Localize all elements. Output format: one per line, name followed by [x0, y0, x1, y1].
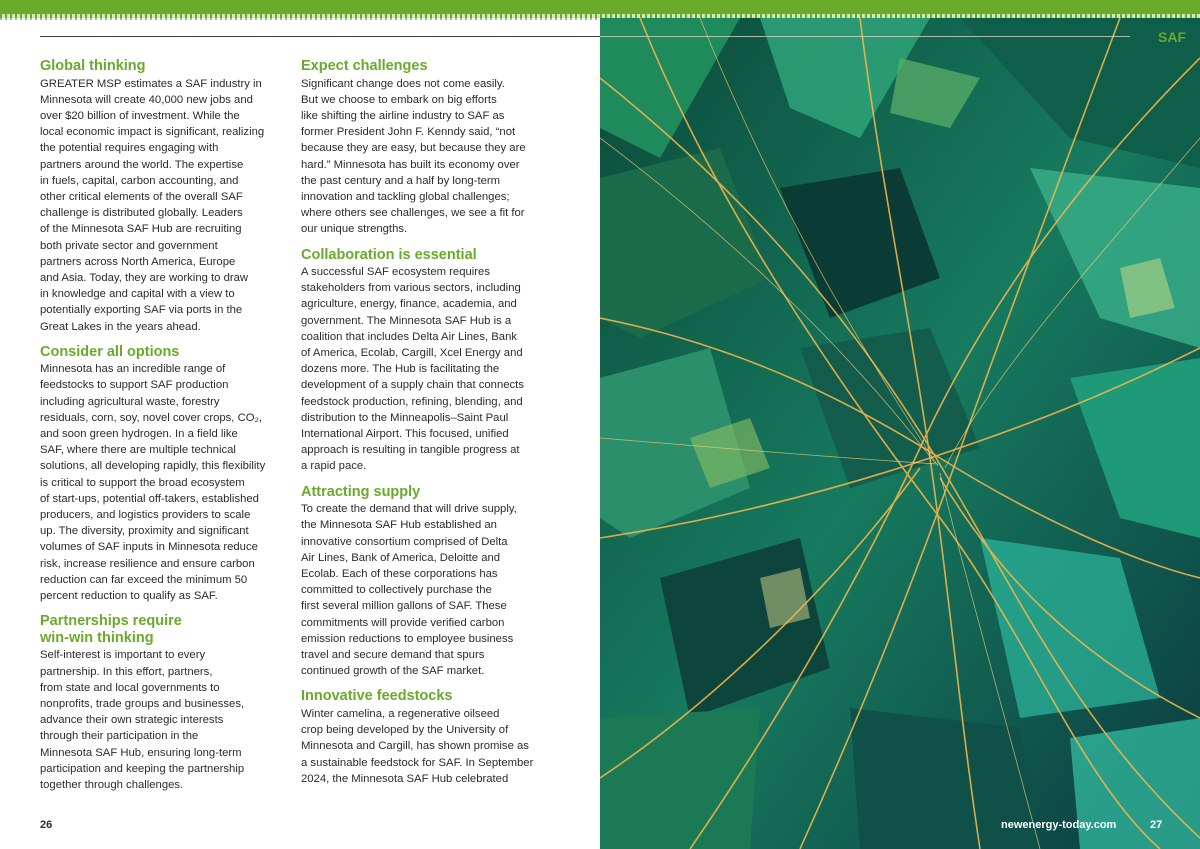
section-heading: Partnerships require win-win thinking — [40, 613, 182, 646]
header-rule — [40, 36, 600, 37]
section-heading: Collaboration is essential — [301, 246, 477, 263]
section-consider-all-options — [40, 344, 292, 605]
header-rule-artwork — [600, 36, 1130, 37]
section-body: Self-interest is important to every partnership. In this effort, partners, from state and local governments to nonprofits, trade groups and businesses, advance their own strategic interests through their participation in the Minnesota SAF Hub, ensuring long-term participation and keeping the partnership together through challenges. — [40, 649, 245, 791]
section-body: GREATER MSP estimates a SAF industry in Minnesota will create 40,000 new jobs and over $20 billion of investment. While the local economic impact is significant, realizing the potential requires engaging with partners around the world. The expertise in fuels, capital, carbon accounting, and other critical elements of the overall SAF challenge is distributed globally. Leaders of the Minnesota SAF Hub are recruiting both private sector and government partners across North America, Europe and Asia. Today, they are working to draw in knowledge and capital with a view to potentially exporting SAF via ports in the Great Lakes in the years ahead. — [40, 77, 265, 333]
abstract-artwork-image — [600, 18, 1200, 849]
section-expect-challenges — [301, 58, 553, 238]
section-body: To create the demand that will drive supply, the Minnesota SAF Hub established an innovative consortium comprised of Delta Air Lines, Bank of America, Deloitte and Ecolab. Each of these corporations has committed to collectively purchase the first several million gallons of SAF. These commitments will provide verified carbon emission reductions to employee business travel and secure demand that spurs continued growth of the SAF market. — [301, 503, 517, 678]
section-body: A successful SAF ecosystem requires stakeholders from various sectors, including agriculture, energy, finance, academia, and government. The Minnesota SAF Hub is a coalition that includes Delta Air Lines, Bank of America, Ecolab, Cargill, Xcel Energy and dozens more. The Hub is facilitating the development of a supply chain that connects feedstock production, refining, blending, and distribution to the Minneapolis–Saint Paul International Airport. This focused, unified approach is resulting in tangible progress at a rapid pace. — [301, 266, 524, 473]
section-heading: Expect challenges — [301, 58, 428, 74]
section-innovative-feedstocks — [301, 688, 553, 787]
page-number-right: 27 — [1150, 819, 1163, 831]
section-heading: Global thinking — [40, 58, 146, 74]
right-text-column — [301, 58, 553, 796]
section-body: Significant change does not come easily. But we choose to embark on big efforts like shifting the airline industry to SAF as former President John F. Kenndy said, “not because they are easy, but because they are hard.” Minnesota has built its economy over the past century and a half by long-term innovation and tackling global challenges; where others see challenges, we see a fit for our unique strengths. — [301, 77, 526, 236]
artwork-illustration — [600, 18, 1200, 849]
footer-website: newenergy-today.com — [1001, 819, 1117, 831]
section-attracting-supply — [301, 484, 553, 680]
left-text-column — [40, 58, 292, 802]
section-heading: Consider all options — [40, 343, 180, 360]
section-body: Winter camelina, a regenerative oilseed crop being developed by the University of Minnesota and Cargill, has shown promise as a sustainable feedstock for SAF. In September 2024, the Minnesota SAF Hub celebrated — [301, 707, 534, 785]
section-partnerships — [40, 613, 292, 793]
section-heading: Attracting supply — [301, 483, 421, 500]
section-global-thinking — [40, 58, 292, 335]
section-body: Minnesota has an incredible range of feedstocks to support SAF production including agricultural waste, forestry residuals, corn, soy, novel cover crops, CO₂, and soon green hydrogen. In a field like SAF, where there are multiple technical solutions, all developing rapidly, this flexibility is critical to support the broad ecosystem of start-ups, potential off-takers, established producers, and logistics providers to scale up. The diversity, proximity and significant volumes of SAF inputs in Minnesota reduce risk, increase resilience and ensure carbon reduction can far exceed the minimum 50 percent reduction to qualify as SAF. — [40, 363, 266, 603]
section-tag: SAF — [1158, 29, 1186, 45]
page-number-left: 26 — [40, 819, 53, 831]
section-collaboration — [301, 247, 553, 475]
section-heading: Innovative feedstocks — [301, 688, 453, 705]
